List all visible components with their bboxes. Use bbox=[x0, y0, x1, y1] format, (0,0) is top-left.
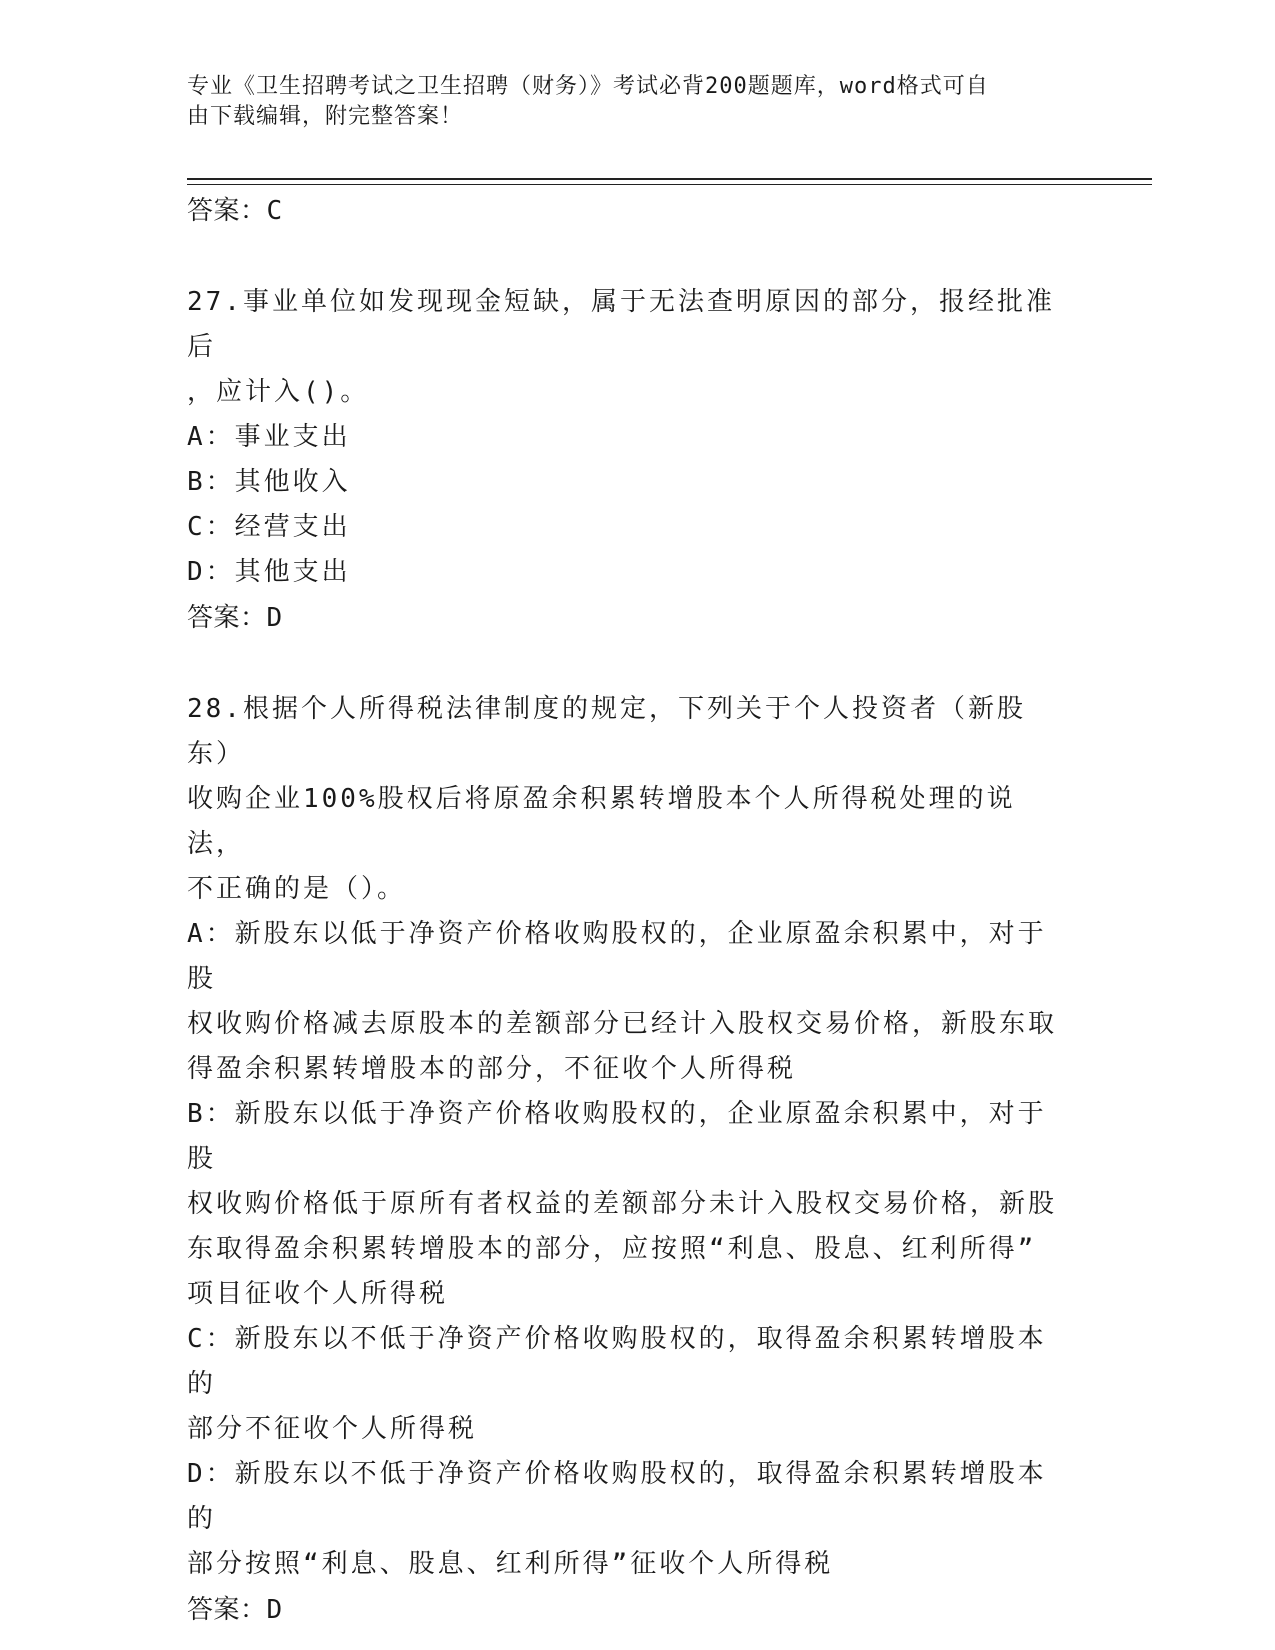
question-text: 28.根据个人所得税法律制度的规定，下列关于个人投资者（新股东） 收购企业100%股权后将原盈余积累转增股本个人所得税处理的说法， 不正确的是（）。 bbox=[187, 694, 1026, 904]
answer: 答案：D bbox=[187, 1595, 283, 1625]
option-c: C：经营支出 bbox=[187, 512, 351, 542]
question-27 bbox=[187, 280, 1067, 641]
header-divider-thin bbox=[187, 184, 1152, 185]
document-body bbox=[187, 188, 1067, 1633]
answer: 答案：D bbox=[187, 603, 283, 633]
option-c: C：新股东以不低于净资产价格收购股权的，取得盈余积累转增股本的 部分不征收个人所得税 bbox=[187, 1324, 1047, 1444]
previous-answer: 答案：C bbox=[187, 196, 283, 226]
option-a: A：事业支出 bbox=[187, 422, 351, 452]
option-d: D：新股东以不低于净资产价格收购股权的，取得盈余积累转增股本的 部分按照“利息、股息、红利所得”征收个人所得税 bbox=[187, 1459, 1047, 1579]
option-b: B：其他收入 bbox=[187, 467, 351, 497]
document-header: 专业《卫生招聘考试之卫生招聘（财务）》考试必背200题题库，word格式可自 由下载编辑，附完整答案！ bbox=[187, 74, 989, 129]
option-b: B：新股东以低于净资产价格收购股权的，企业原盈余积累中，对于股 权收购价格低于原所有者权益的差额部分未计入股权交易价格，新股 东取得盈余积累转增股本的部分，应按照“利息、股息、红利所得” 项目征收个人所得税 bbox=[187, 1099, 1058, 1309]
option-a: A：新股东以低于净资产价格收购股权的，企业原盈余积累中，对于股 权收购价格减去原股本的差额部分已经计入股权交易价格，新股东取 得盈余积累转增股本的部分，不征收个人所得税 bbox=[187, 919, 1058, 1084]
option-d: D：其他支出 bbox=[187, 557, 351, 587]
header-divider-thick bbox=[187, 178, 1152, 180]
question-text: 27.事业单位如发现现金短缺，属于无法查明原因的部分，报经批准后 ，应计入()。 bbox=[187, 287, 1055, 407]
question-28 bbox=[187, 687, 1067, 1633]
